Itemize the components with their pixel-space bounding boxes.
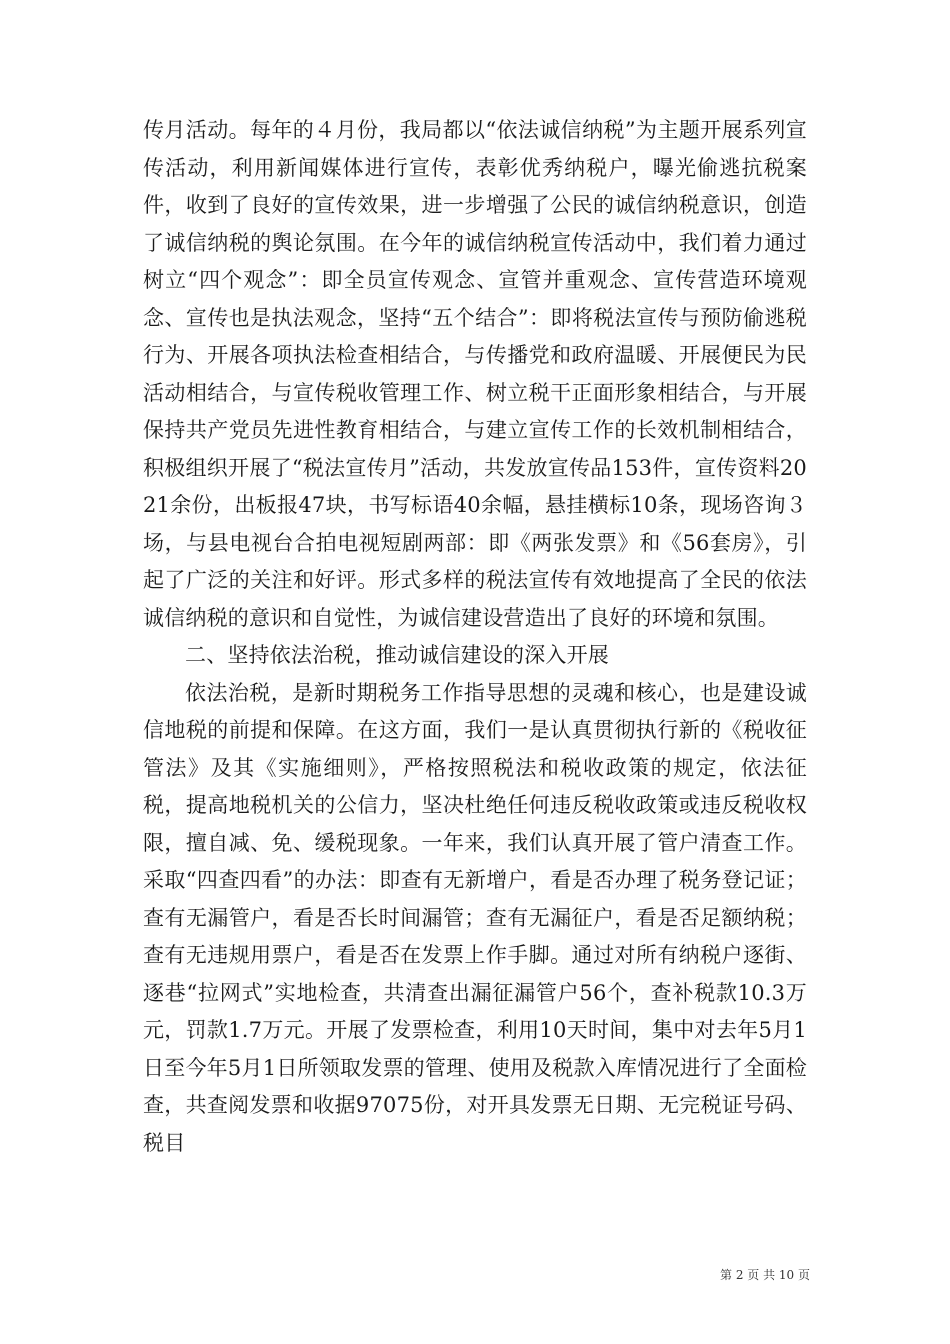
paragraph-continuation: 传月活动。每年的４月份，我局都以“依法诚信纳税”为主题开展系列宣传活动，利用新闻媒体进行宣传，表彰优秀纳税户，曝光偷逃抗税案件，收到了良好的宣传效果，进一步增强了公民的诚信纳税意识，创造了诚信纳税的舆论氛围。在今年的诚信纳税宣传活动中，我们着力通过树立“四个观念”：即全员宣传观念、宣管并重观念、宣传营造环境观念、宣传也是执法观念，坚持“五个结合”：即将税法宣传与预防偷逃税行为、开展各项执法检查相结合，与传播党和政府温暖、开展便民为民活动相结合，与宣传税收管理工作、树立税干正面形象相结合，与开展保持共产党员先进性教育相结合，与建立宣传工作的长效机制相结合，积极组织开展了“税法宣传月”活动，共发放宣传品153件，宣传资料2021余份，出板报47块，书写标语40余幅，悬挂横标10条，现场咨询３场，与县电视台合拍电视短剧两部：即《两张发票》和《56套房》，引起了广泛的关注和好评。形式多样的税法宣传有效地提高了全民的依法诚信纳税的意识和自觉性，为诚信建设营造出了良好的环境和氛围。 [143, 118, 807, 630]
paragraph-body: 依法治税，是新时期税务工作指导思想的灵魂和核心，也是建设诚信地税的前提和保障。在这方面，我们一是认真贯彻执行新的《税收征管法》及其《实施细则》，严格按照税法和税收政策的规定，依法征税，提高地税机关的公信力，坚决杜绝任何违反税收政策或违反税收权限，擅自减、免、缓税现象。一年来，我们认真开展了管户清查工作。采取“四查四看”的办法：即查有无新增户，看是否办理了税务登记证；查有无漏管户，看是否长时间漏管；查有无漏征户，看是否足额纳税；查有无违规用票户，看是否在发票上作手脚。通过对所有纳税户逐街、逐巷“拉网式”实地检查，共清查出漏征漏管户56个，查补税款10.3万元，罚款1.7万元。开展了发票检查，利用10天时间，集中对去年5月1日至今年5月1日所领取发票的管理、使用及税款入库情况进行了全面检查，共查阅发票和收据97075份，对开具发票无日期、无完税证号码、税目 [143, 680, 807, 1155]
section-heading: 二、坚持依法治税，推动诚信建设的深入开展 [185, 643, 609, 667]
document-body [143, 112, 807, 1162]
page-number-footer: 第 2 页 共 10 页 [720, 1268, 810, 1282]
